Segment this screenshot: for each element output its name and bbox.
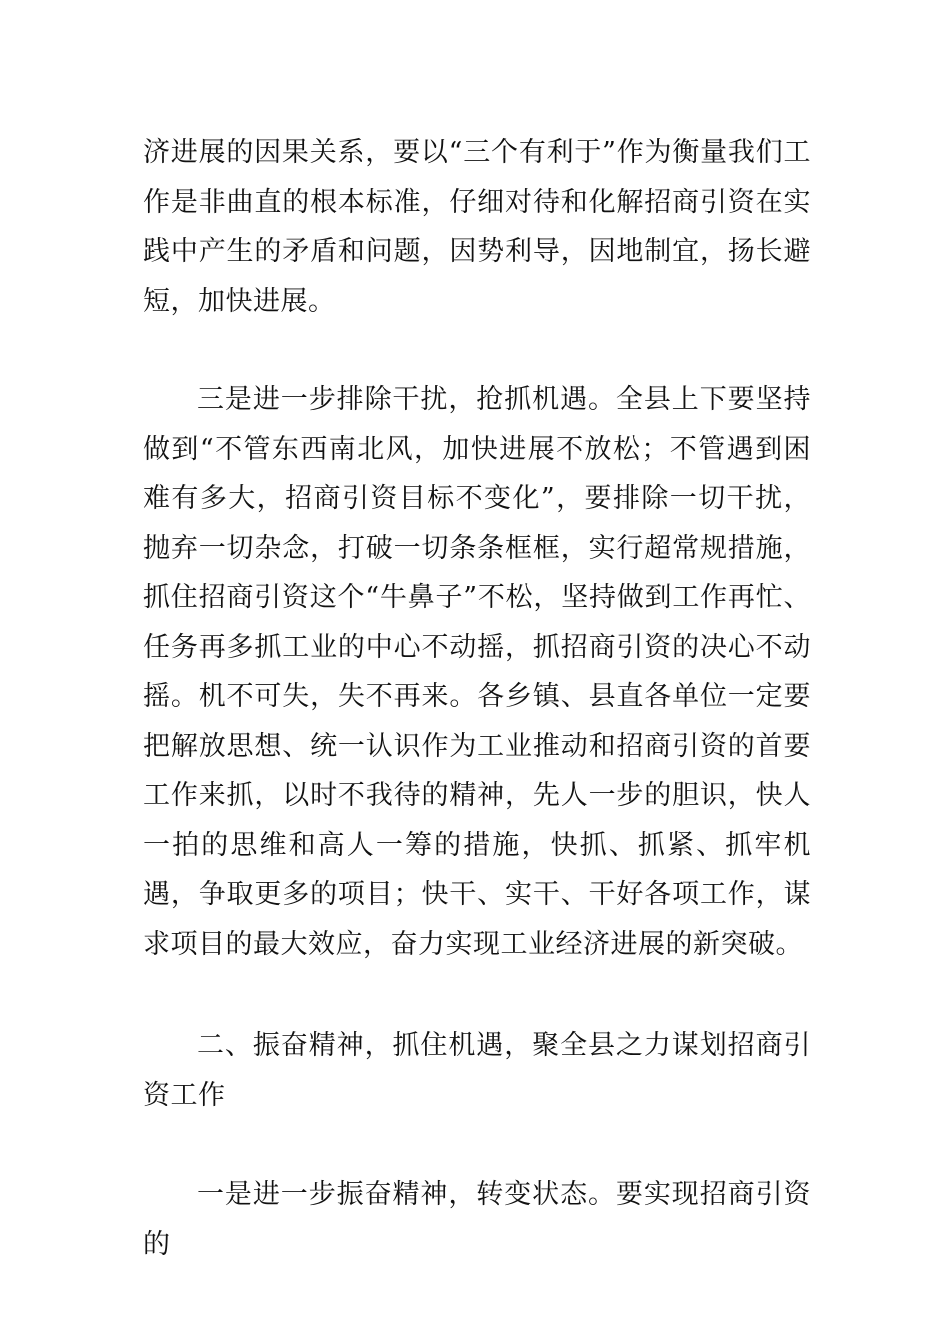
- paragraph-point-one: 一是进一步振奋精神，转变状态。要实现招商引资的: [143, 1179, 811, 1260]
- paragraph-point-three: 三是进一步排除干扰，抢抓机遇。全县上下要坚持做到“不管东西南北风，加快进展不放松；不管遇到困难有多大，招商引资目标不变化”，要排除一切干扰，抛弃一切杂念，打破一切条条框框，实行超常规措施，抓住招商引资这个“牛鼻子”不松，坚持做到工作再忙、任务再多抓工业的中心不动摇，抓招商引资的决心不动摇。机不可失，失不再来。各乡镇、县直各单位一定要把解放思想、统一认识作为工业推动和招商引资的首要工作来抓，以时不我待的精神，先人一步的胆识，快人一拍的思维和高人一筹的措施，快抓、抓紧、抓牢机遇，争取更多的项目；快干、实干、干好各项工作，谋求项目的最大效应，奋力实现工业经济进展的新突破。: [143, 384, 811, 960]
- section-heading-two: 二、振奋精神，抓住机遇，聚全县之力谋划招商引资工作: [143, 1030, 811, 1111]
- paragraph-continuation: 济进展的因果关系，要以“三个有利于”作为衡量我们工作是非曲直的根本标准，仔细对待和化解招商引资在实践中产生的矛盾和问题，因势利导，因地制宜，扬长避短，加快进展。: [143, 137, 811, 317]
